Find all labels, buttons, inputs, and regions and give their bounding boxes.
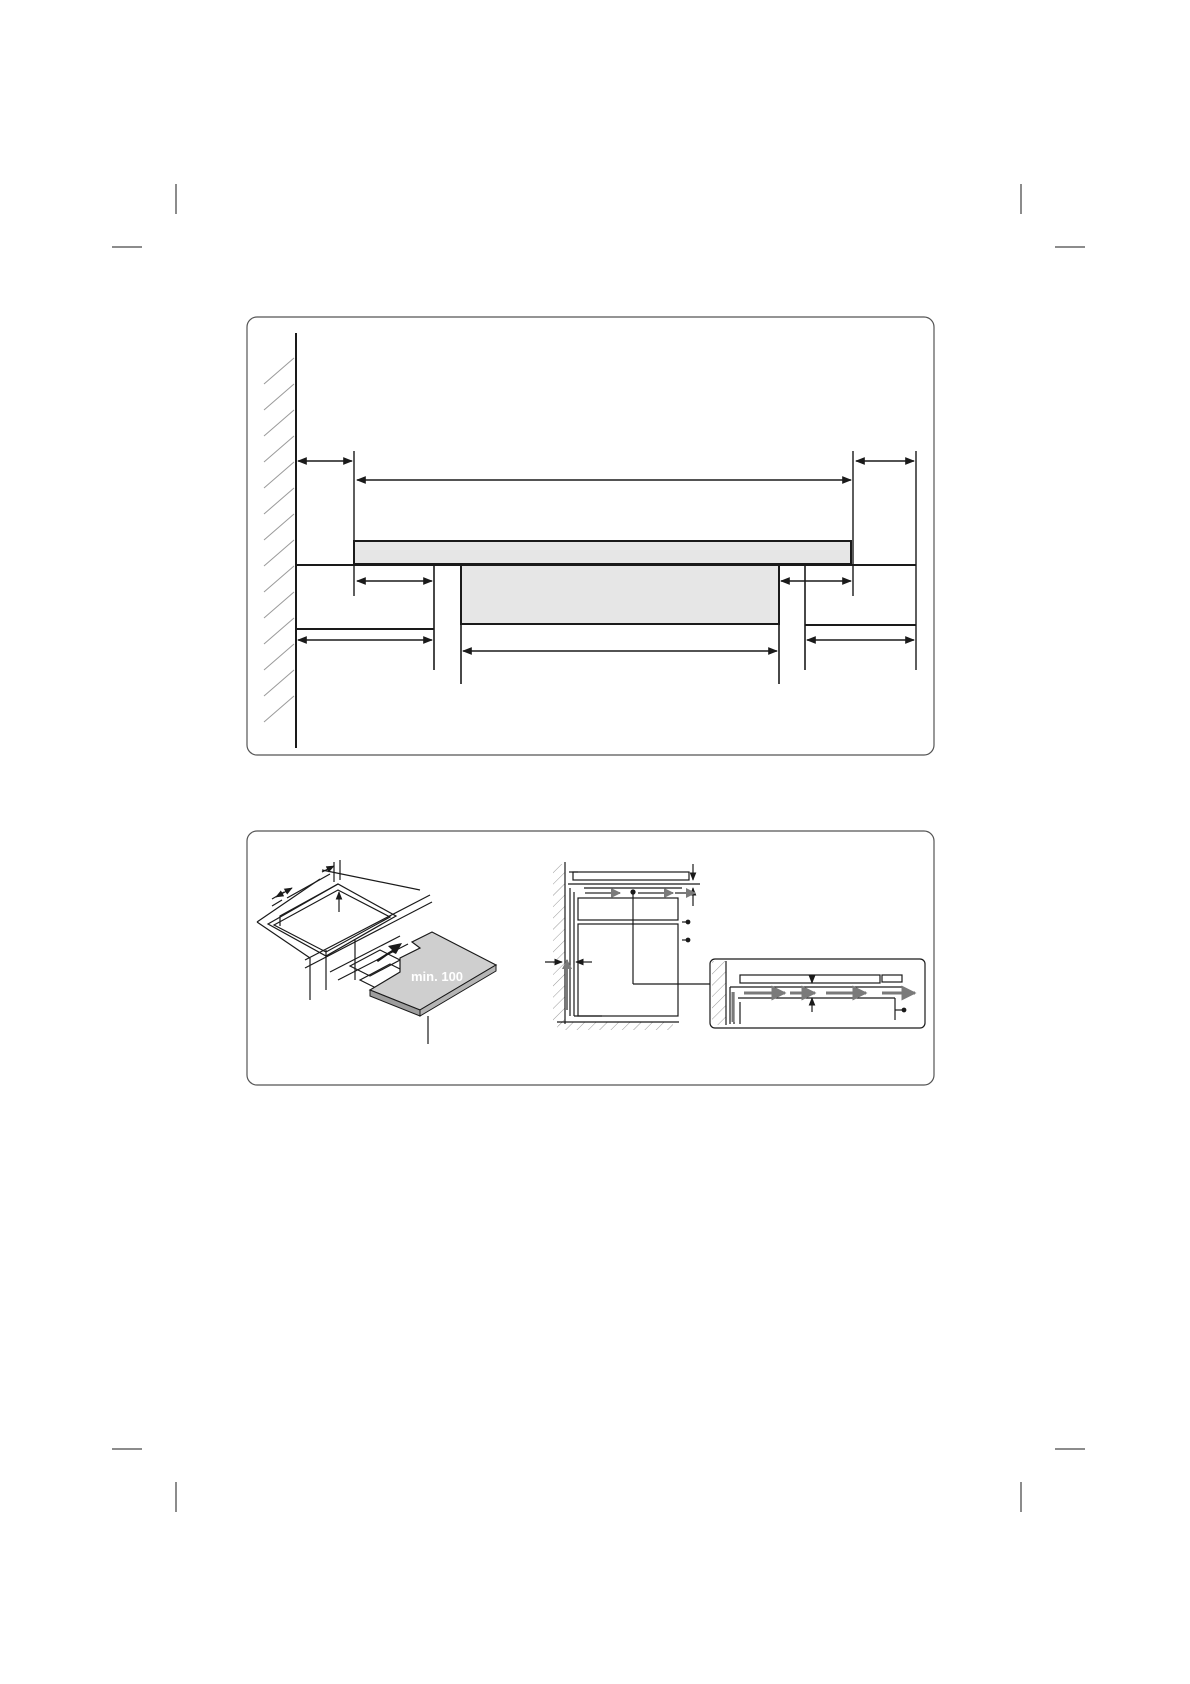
- bottom-panel-frame: [247, 831, 934, 1085]
- cabinet-clearance-diagram: [247, 317, 934, 755]
- installation-detail-diagram: [247, 831, 934, 1085]
- board-label: min. 100: [411, 969, 464, 984]
- top-panel-frame: [247, 317, 934, 755]
- zoom-detail: [710, 959, 925, 1028]
- hob-top-plate: [354, 541, 851, 564]
- hob-body: [461, 565, 779, 624]
